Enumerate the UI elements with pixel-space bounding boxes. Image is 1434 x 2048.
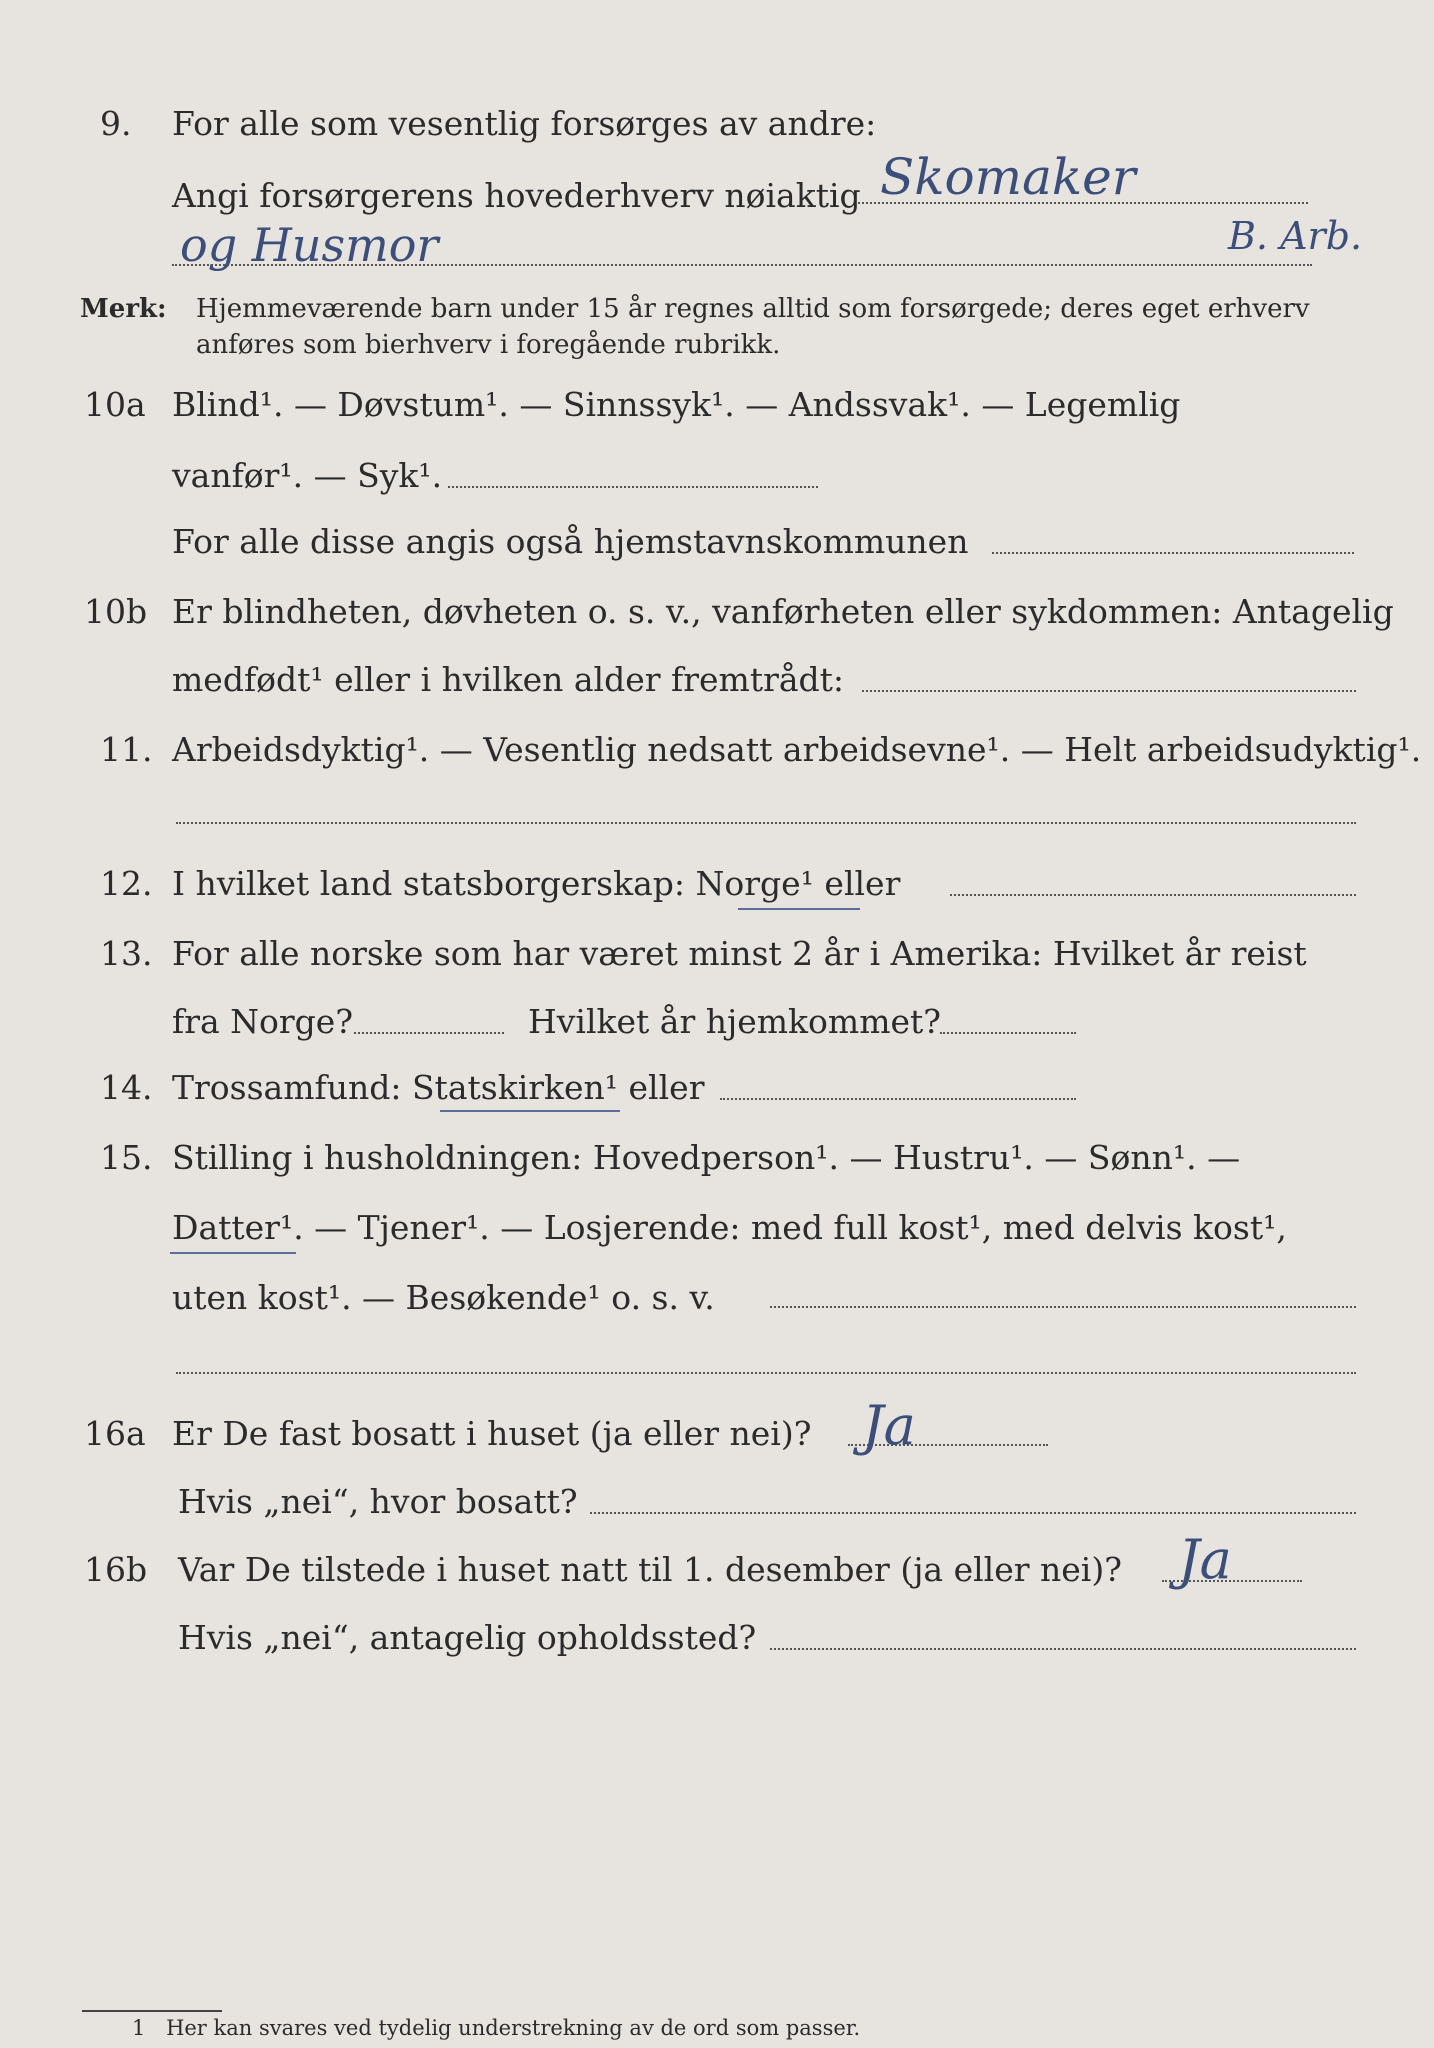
q10b-line1: Er blindheten, døvheten o. s. v., vanførheten eller sykdommen: Antagelig <box>172 592 1394 631</box>
q12-norge-underline <box>738 908 860 910</box>
q16a-answer-line2 <box>590 1512 1356 1514</box>
q9-handwritten-occupation: Skomaker <box>880 148 1136 206</box>
merk-line2: anføres som bierhverv i foregående rubrikk. <box>196 330 781 360</box>
merk-line1: Hjemmeværende barn under 15 år regnes alltid som forsørgede; deres eget erhverv <box>196 294 1310 324</box>
q13-line2b: Hvilket år hjemkommet? <box>528 1002 941 1041</box>
q16b-line2: Hvis „nei“, antagelig opholdssted? <box>178 1618 757 1657</box>
q16b-line1: Var De tilstede i huset natt til 1. desember (ja eller nei)? <box>178 1550 1122 1589</box>
q12-line <box>172 864 900 904</box>
q16b-number: 16b <box>84 1550 148 1589</box>
q15-line2 <box>172 1208 1287 1248</box>
q16a-number: 16a <box>84 1414 146 1453</box>
footnote-rule <box>82 2010 222 2012</box>
q9-line2: Angi forsørgerens hovederhverv nøiaktig <box>172 176 861 215</box>
q16b-handwritten-answer: Ja <box>1178 1528 1232 1591</box>
footnote <box>132 2016 860 2040</box>
q14-statskirken: Statskirken¹ <box>411 1068 619 1107</box>
q12-number: 12. <box>100 864 153 903</box>
q10a-answer-line <box>448 486 818 488</box>
footnote-text: Her kan svares ved tydelig understrekning av de ord som passer. <box>166 2016 861 2040</box>
q14-line <box>172 1068 704 1108</box>
merk-label: Merk: <box>80 294 167 324</box>
q15-answer-line2 <box>176 1372 1356 1374</box>
q13-line1: For alle norske som har været minst 2 år i Amerika: Hvilket år reist <box>172 934 1307 973</box>
q14-number: 14. <box>100 1068 153 1107</box>
q9-line1: For alle som vesentlig forsørges av andre: <box>172 104 877 143</box>
q10b-answer-line <box>862 690 1356 692</box>
q15-line2-rest: . — Tjener¹. — Losjerende: med full kost¹, med delvis kost¹, <box>293 1208 1287 1247</box>
q10a-answer-line2 <box>992 552 1354 554</box>
footnote-mark: 1 <box>132 2016 146 2040</box>
q15-answer-line <box>770 1306 1356 1308</box>
q13-line2a: fra Norge? <box>172 1002 354 1041</box>
q12-answer-line <box>950 894 1356 896</box>
q15-line3: uten kost¹. — Besøkende¹ o. s. v. <box>172 1278 715 1317</box>
q10a-line3: For alle disse angis også hjemstavnskommunen <box>172 522 969 561</box>
q13-year-left-line <box>354 1032 504 1034</box>
q14-answer-line <box>720 1098 1076 1100</box>
q9-handwritten-occupation-2: og Husmor <box>180 218 439 272</box>
q16b-answer-line2 <box>770 1648 1356 1650</box>
q12-prefix: I hvilket land statsborgerskap: <box>172 864 686 903</box>
q10b-number: 10b <box>84 592 148 631</box>
q12-norge: Norge¹ <box>695 864 814 903</box>
q15-datter: Datter¹ <box>172 1208 294 1247</box>
q10a-number: 10a <box>84 385 146 424</box>
q16a-line1: Er De fast bosatt i huset (ja eller nei)? <box>172 1414 812 1453</box>
q14-suffix: eller <box>628 1068 705 1107</box>
q9-number: 9. <box>100 104 132 143</box>
q11-answer-line <box>176 822 1356 824</box>
q15-number: 15. <box>100 1138 153 1177</box>
q14-prefix: Trossamfund: <box>172 1068 402 1107</box>
q10a-line1: Blind¹. — Døvstum¹. — Sinnssyk¹. — Andssvak¹. — Legemlig <box>172 385 1181 424</box>
q13-number: 13. <box>100 934 153 973</box>
q16a-handwritten-answer: Ja <box>862 1394 916 1457</box>
q15-line1: Stilling i husholdningen: Hovedperson¹. — Hustru¹. — Sønn¹. — <box>172 1138 1241 1177</box>
q11-line1: Arbeidsdyktig¹. — Vesentlig nedsatt arbeidsevne¹. — Helt arbeidsudyktig¹. <box>172 730 1422 769</box>
q10a-line2: vanfør¹. — Syk¹. <box>172 456 443 495</box>
q9-handwritten-note: B. Arb. <box>1228 214 1363 258</box>
q12-underlined-norge <box>696 864 814 903</box>
q11-number: 11. <box>100 730 153 769</box>
q16a-line2: Hvis „nei“, hvor bosatt? <box>178 1482 578 1521</box>
q13-year-returned-line <box>940 1032 1076 1034</box>
q14-statskirken-underline <box>440 1110 620 1112</box>
q10b-line2: medfødt¹ eller i hvilken alder fremtrådt: <box>172 660 845 699</box>
q12-suffix: eller <box>824 864 901 903</box>
q15-datter-underline <box>170 1252 296 1254</box>
